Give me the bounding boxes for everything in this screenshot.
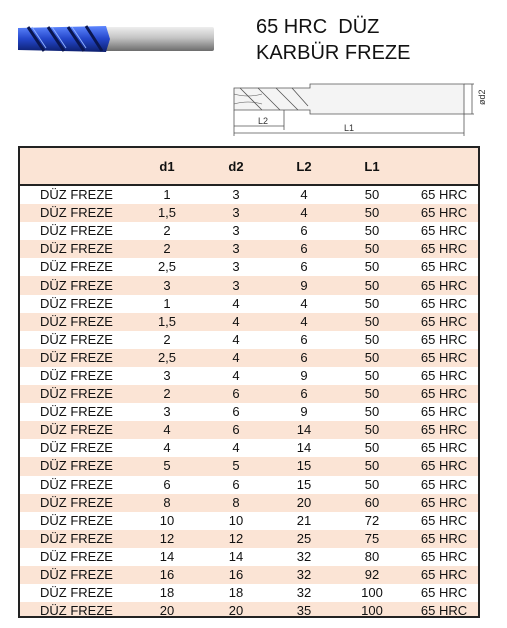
cell-d2: 14 bbox=[228, 548, 244, 564]
cell-L2: 32 bbox=[296, 548, 312, 564]
cell-d2: 3 bbox=[232, 259, 240, 275]
cell-d1: 16 bbox=[132, 566, 202, 584]
cell-d2: 3 bbox=[232, 223, 240, 239]
cell-name: DÜZ FREZE bbox=[20, 494, 132, 512]
header-d2: d2 bbox=[202, 148, 270, 185]
cell-hardness: 65 HRC bbox=[420, 187, 468, 203]
cell-L1: 50 bbox=[338, 276, 406, 294]
cell-name: DÜZ FREZE bbox=[40, 259, 113, 275]
table-row bbox=[20, 222, 480, 240]
cell-d2: 20 bbox=[202, 602, 270, 618]
table-row bbox=[20, 240, 480, 258]
cell-name: DÜZ FREZE bbox=[20, 530, 132, 548]
cell-d1: 14 bbox=[159, 548, 175, 564]
cell-L1: 50 bbox=[364, 223, 380, 239]
cell-d2: 4 bbox=[232, 367, 240, 383]
cell-L2: 6 bbox=[300, 223, 308, 239]
table-row bbox=[20, 494, 480, 512]
cell-hardness: 65 HRC bbox=[406, 530, 480, 548]
cell-hardness: 65 HRC bbox=[420, 367, 468, 383]
cell-hardness: 65 HRC bbox=[420, 331, 468, 347]
table-header-row bbox=[20, 148, 480, 185]
cell-d2: 6 bbox=[232, 476, 240, 492]
cell-name: DÜZ FREZE bbox=[20, 276, 132, 294]
table-row bbox=[20, 476, 480, 494]
cell-d2: 12 bbox=[202, 530, 270, 548]
cell-d1: 1 bbox=[163, 295, 171, 311]
cell-L2: 32 bbox=[296, 585, 312, 601]
cell-name: DÜZ FREZE bbox=[40, 476, 113, 492]
table-row bbox=[20, 602, 480, 618]
cell-name: DÜZ FREZE bbox=[20, 566, 132, 584]
cell-L2: 9 bbox=[270, 276, 338, 294]
cell-L1: 50 bbox=[338, 385, 406, 403]
table-row bbox=[20, 548, 480, 566]
cell-L2: 15 bbox=[296, 476, 312, 492]
cell-d1: 3 bbox=[132, 276, 202, 294]
cell-L2: 6 bbox=[300, 259, 308, 275]
cell-hardness: 65 HRC bbox=[420, 548, 468, 564]
cell-d1: 2,5 bbox=[132, 349, 202, 367]
table-row bbox=[20, 313, 480, 331]
cell-L1: 72 bbox=[364, 512, 380, 528]
cell-L1: 92 bbox=[338, 566, 406, 584]
cell-L2: 6 bbox=[270, 385, 338, 403]
cell-L2: 15 bbox=[270, 457, 338, 475]
cell-L2: 4 bbox=[270, 313, 338, 331]
cell-L1: 50 bbox=[338, 240, 406, 258]
cell-L1: 50 bbox=[338, 313, 406, 331]
cell-name: DÜZ FREZE bbox=[20, 349, 132, 367]
header-d1: d1 bbox=[132, 148, 202, 185]
cell-L1: 50 bbox=[364, 440, 380, 456]
cell-d1: 5 bbox=[132, 457, 202, 475]
cell-d2: 18 bbox=[228, 585, 244, 601]
table-row bbox=[20, 385, 480, 403]
header-L1: L1 bbox=[338, 148, 406, 185]
cell-d1: 12 bbox=[132, 530, 202, 548]
cell-d2: 3 bbox=[202, 276, 270, 294]
cell-L1: 60 bbox=[338, 494, 406, 512]
cell-hardness: 65 HRC bbox=[406, 602, 480, 618]
cell-hardness: 65 HRC bbox=[420, 440, 468, 456]
title-line-2: KARBÜR FREZE bbox=[256, 42, 411, 64]
cell-hardness: 65 HRC bbox=[420, 476, 468, 492]
cell-name: DÜZ FREZE bbox=[20, 313, 132, 331]
cell-L1: 100 bbox=[361, 585, 383, 601]
cell-L2: 4 bbox=[300, 295, 308, 311]
cell-d2: 4 bbox=[202, 349, 270, 367]
cell-L1: 50 bbox=[338, 349, 406, 367]
cell-L1: 50 bbox=[364, 259, 380, 275]
technical-drawing bbox=[228, 78, 496, 140]
cell-name: DÜZ FREZE bbox=[40, 512, 113, 528]
cell-d1: 10 bbox=[159, 512, 175, 528]
cell-L2: 21 bbox=[296, 512, 312, 528]
cell-hardness: 65 HRC bbox=[420, 295, 468, 311]
table-row bbox=[20, 349, 480, 367]
table-row bbox=[20, 185, 480, 204]
table-row bbox=[20, 204, 480, 222]
cell-hardness: 65 HRC bbox=[406, 385, 480, 403]
table-row bbox=[20, 530, 480, 548]
cell-name: DÜZ FREZE bbox=[20, 602, 132, 618]
label-d2: ød2 bbox=[477, 89, 487, 105]
cell-d2: 8 bbox=[202, 494, 270, 512]
cell-L2: 9 bbox=[300, 404, 308, 420]
cell-d1: 1,5 bbox=[132, 313, 202, 331]
cell-name: DÜZ FREZE bbox=[20, 204, 132, 222]
cell-d2: 6 bbox=[202, 385, 270, 403]
cell-name: DÜZ FREZE bbox=[40, 585, 113, 601]
table-row bbox=[20, 584, 480, 602]
cell-L1: 50 bbox=[364, 295, 380, 311]
cell-d2: 10 bbox=[228, 512, 244, 528]
table-row bbox=[20, 367, 480, 385]
table-row bbox=[20, 439, 480, 457]
cell-L1: 80 bbox=[364, 548, 380, 564]
table-row bbox=[20, 276, 480, 294]
cell-hardness: 65 HRC bbox=[406, 421, 480, 439]
cell-d1: 3 bbox=[163, 367, 171, 383]
cell-L1: 50 bbox=[364, 331, 380, 347]
cell-name: DÜZ FREZE bbox=[40, 404, 113, 420]
cell-name: DÜZ FREZE bbox=[40, 223, 113, 239]
page-title bbox=[256, 14, 410, 66]
cell-L2: 14 bbox=[270, 421, 338, 439]
header-name bbox=[20, 148, 132, 185]
cell-hardness: 65 HRC bbox=[406, 276, 480, 294]
cell-d2: 6 bbox=[232, 404, 240, 420]
cell-d1: 1,5 bbox=[132, 204, 202, 222]
cell-name: DÜZ FREZE bbox=[40, 440, 113, 456]
cell-d1: 3 bbox=[163, 404, 171, 420]
cell-hardness: 65 HRC bbox=[406, 204, 480, 222]
cell-name: DÜZ FREZE bbox=[40, 187, 113, 203]
cell-L2: 14 bbox=[296, 440, 312, 456]
cell-L1: 50 bbox=[338, 421, 406, 439]
cell-d2: 4 bbox=[232, 440, 240, 456]
cell-name: DÜZ FREZE bbox=[40, 367, 113, 383]
cell-L2: 4 bbox=[300, 187, 308, 203]
cell-L2: 25 bbox=[270, 530, 338, 548]
cell-L1: 75 bbox=[338, 530, 406, 548]
header-L2: L2 bbox=[270, 148, 338, 185]
cell-d1: 2 bbox=[132, 240, 202, 258]
specification-table bbox=[18, 146, 480, 618]
cell-hardness: 65 HRC bbox=[406, 349, 480, 367]
cell-L2: 20 bbox=[270, 494, 338, 512]
cell-hardness: 65 HRC bbox=[420, 512, 468, 528]
cell-d1: 8 bbox=[132, 494, 202, 512]
table-row bbox=[20, 331, 480, 349]
cell-d2: 3 bbox=[232, 187, 240, 203]
header-hardness bbox=[406, 148, 480, 185]
end-mill-product-image bbox=[14, 18, 216, 60]
cell-hardness: 65 HRC bbox=[420, 223, 468, 239]
cell-L1: 50 bbox=[364, 476, 380, 492]
cell-hardness: 65 HRC bbox=[420, 585, 468, 601]
cell-d2: 4 bbox=[202, 313, 270, 331]
cell-L1: 50 bbox=[364, 404, 380, 420]
cell-d1: 4 bbox=[163, 440, 171, 456]
cell-d1: 4 bbox=[132, 421, 202, 439]
cell-d1: 2 bbox=[132, 385, 202, 403]
cell-L1: 50 bbox=[364, 187, 380, 203]
cell-d2: 4 bbox=[232, 331, 240, 347]
cell-L2: 4 bbox=[270, 204, 338, 222]
table-row bbox=[20, 295, 480, 313]
cell-d2: 3 bbox=[202, 240, 270, 258]
cell-d1: 6 bbox=[163, 476, 171, 492]
cell-hardness: 65 HRC bbox=[420, 404, 468, 420]
cell-hardness: 65 HRC bbox=[420, 259, 468, 275]
cell-name: DÜZ FREZE bbox=[40, 331, 113, 347]
cell-L2: 6 bbox=[270, 240, 338, 258]
table-row bbox=[20, 512, 480, 530]
table-row bbox=[20, 457, 480, 475]
cell-hardness: 65 HRC bbox=[406, 494, 480, 512]
cell-name: DÜZ FREZE bbox=[20, 240, 132, 258]
cell-L2: 6 bbox=[300, 331, 308, 347]
cell-name: DÜZ FREZE bbox=[20, 457, 132, 475]
label-L1: L1 bbox=[344, 123, 355, 133]
label-L2: L2 bbox=[258, 116, 269, 126]
cell-d1: 2 bbox=[163, 331, 171, 347]
cell-d1: 2,5 bbox=[157, 259, 177, 275]
cell-L2: 32 bbox=[270, 566, 338, 584]
cell-L2: 35 bbox=[270, 602, 338, 618]
cell-d2: 16 bbox=[202, 566, 270, 584]
table-row bbox=[20, 421, 480, 439]
cell-d1: 1 bbox=[163, 187, 171, 203]
cell-d1: 18 bbox=[159, 585, 175, 601]
table-row bbox=[20, 403, 480, 421]
cell-d2: 5 bbox=[202, 457, 270, 475]
table-row bbox=[20, 258, 480, 276]
table-row bbox=[20, 566, 480, 584]
cell-name: DÜZ FREZE bbox=[40, 295, 113, 311]
cell-d2: 3 bbox=[202, 204, 270, 222]
cell-name: DÜZ FREZE bbox=[20, 385, 132, 403]
cell-L1: 50 bbox=[338, 457, 406, 475]
cell-d2: 4 bbox=[232, 295, 240, 311]
cell-d1: 20 bbox=[132, 602, 202, 618]
title-line-1: 65 HRC DÜZ bbox=[256, 16, 380, 38]
cell-L2: 9 bbox=[300, 367, 308, 383]
cell-d1: 2 bbox=[163, 223, 171, 239]
cell-d2: 6 bbox=[202, 421, 270, 439]
cell-L1: 50 bbox=[338, 204, 406, 222]
cell-hardness: 65 HRC bbox=[406, 566, 480, 584]
cell-L1: 50 bbox=[364, 367, 380, 383]
cell-hardness: 65 HRC bbox=[406, 240, 480, 258]
cell-name: DÜZ FREZE bbox=[40, 548, 113, 564]
cell-hardness: 65 HRC bbox=[406, 457, 480, 475]
cell-L2: 6 bbox=[270, 349, 338, 367]
cell-name: DÜZ FREZE bbox=[20, 421, 132, 439]
cell-L1: 100 bbox=[338, 602, 406, 618]
cell-hardness: 65 HRC bbox=[406, 313, 480, 331]
